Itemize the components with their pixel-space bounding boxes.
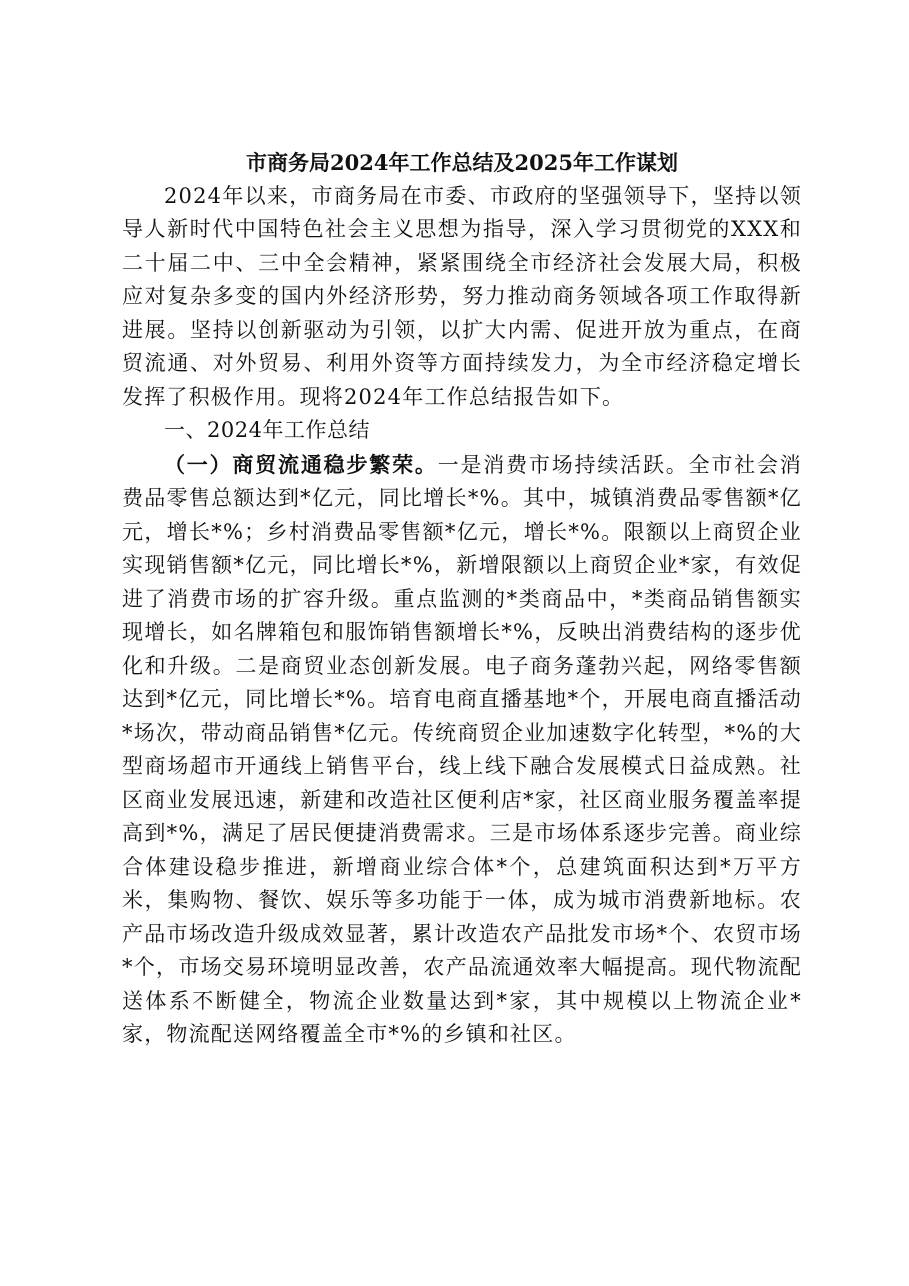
section-heading: 一、2024年工作总结 bbox=[164, 418, 370, 442]
intro-paragraph: 2024年以来，市商务局在市委、市政府的坚强领导下，坚持以领导人新时代中国特色社会主义思想为指导，深入学习贯彻党的XXX和二十届二中、三中全会精神，紧紧围绕全市经济社会发展大局，积极应对复杂多变的国内外经济形势，努力推动商务领域各项工作取得新进展。坚持以创新驱动为引领，以扩大内需、促进开放为重点，在商贸流通、对外贸易、利用外资等方面持续发力，为全市经济稳定增长发挥了积极作用。现将2024年工作总结报告如下。 bbox=[122, 183, 802, 409]
subsection-paragraph bbox=[122, 448, 802, 1052]
subsection-body: 一是消费市场持续活跃。全市社会消费品零售总额达到*亿元，同比增长*%。其中，城镇消费品零售额*亿元，增长*%；乡村消费品零售额*亿元，增长*%。限额以上商贸企业实现销售额*亿元，同比增长*%，新增限额以上商贸企业*家，有效促进了消费市场的扩容升级。重点监测的*类商品中，*类商品销售额实现增长，如名牌箱包和服饰销售额增长*%，反映出消费结构的逐步优化和升级。二是商贸业态创新发展。电子商务蓬勃兴起，网络零售额达到*亿元，同比增长*%。培育电商直播基地*个，开展电商直播活动*场次，带动商品销售*亿元。传统商贸企业加速数字化转型，*%的大型商场超市开通线上销售平台，线上线下融合发展模式日益成熟。社区商业发展迅速，新建和改造社区便利店*家，社区商业服务覆盖率提高到*%，满足了居民便捷消费需求。三是市场体系逐步完善。商业综合体建设稳步推进，新增商业综合体*个，总建筑面积达到*万平方米，集购物、餐饮、娱乐等多功能于一体，成为城市消费新地标。农产品市场改造升级成效显著，累计改造农产品批发市场*个、农贸市场*个，市场交易环境明显改善，农产品流通效率大幅提高。现代物流配送体系不断健全，物流企业数量达到*家，其中规模以上物流企业*家，物流配送网络覆盖全市*%的乡镇和社区。 bbox=[122, 452, 802, 1046]
document-title: 市商务局2024年工作总结及2025年工作谋划 bbox=[246, 150, 678, 175]
subsection-heading: （一）商贸流通稳步繁荣。 bbox=[164, 451, 438, 477]
document-body bbox=[122, 146, 802, 1052]
